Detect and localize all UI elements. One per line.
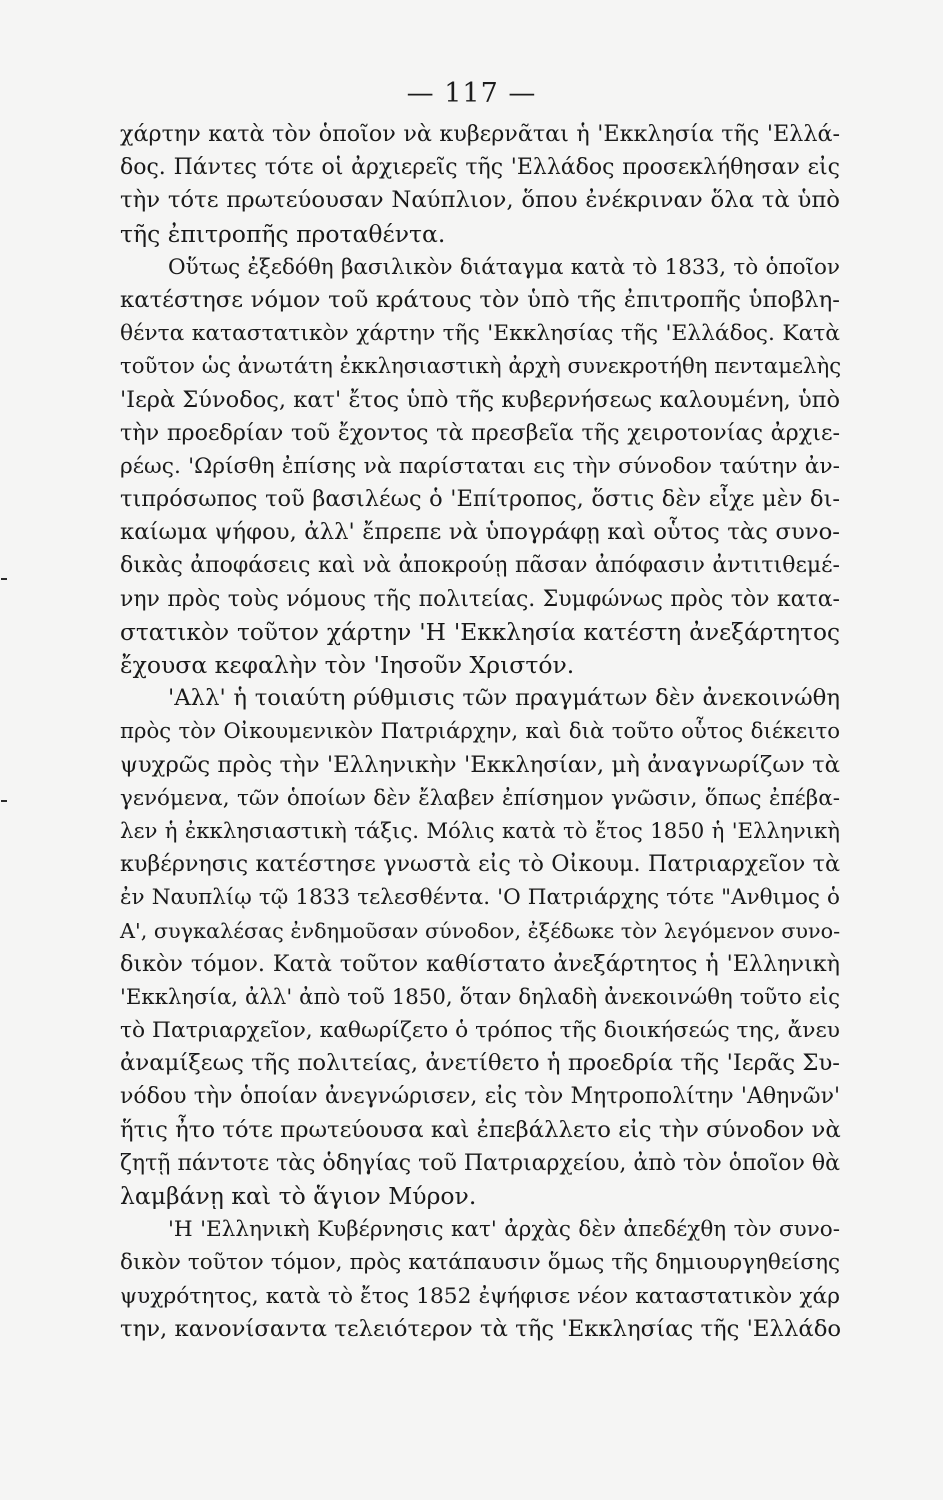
text-line: 'Εκκλησία, ἀλλ' ἀπὸ τοῦ 1850, ὅταν δηλαδὴ ἀνεκοινώθη τοῦτο εἰς — [120, 984, 840, 1010]
text-line: χάρτην κατὰ τὸν ὁποῖον νὰ κυβερνᾶται ἡ 'Εκκλησία τῆς 'Ελλά- — [120, 121, 840, 147]
text-line: ψυχρῶς πρὸς τὴν 'Ελληνικὴν 'Εκκλησίαν, μὴ ἀναγνωρίζων τὰ — [120, 751, 840, 778]
text-line: Οὕτως ἐξεδόθη βασιλικὸν διάταγμα κατὰ τὸ 1833, τὸ ὁποῖον — [168, 254, 840, 280]
margin-mark — [1, 800, 7, 802]
text-line: λεν ἡ ἐκκλησιαστικὴ τάξις. Μόλις κατὰ τὸ ἔτος 1850 ἡ 'Ελληνικὴ — [120, 818, 840, 844]
text-line: νόδου τὴν ὁποίαν ἀνεγνώρισεν, εἰς τὸν Μητροπολίτην 'Αθηνῶν' — [120, 1084, 840, 1110]
text-line: δος. Πάντες τότε οἱ ἀρχιερεῖς τῆς 'Ελλάδος προσεκλήθησαν εἰς — [120, 155, 840, 181]
text-line: καίωμα ψήφου, ἀλλ' ἔπρεπε νὰ ὑπογράφῃ καὶ οὗτος τὰς συνο- — [120, 519, 840, 546]
text-line: κατέστησε νόμον τοῦ κράτους τὸν ὑπὸ τῆς ἐπιτροπῆς ὑποβλη- — [120, 286, 840, 313]
text-line: ζητῇ πάντοτε τὰς ὁδηγίας τοῦ Πατριαρχείου, ἀπὸ τὸν ὁποῖον θὰ — [120, 1150, 841, 1176]
body-text — [120, 118, 840, 1346]
text-line: θέντα καταστατικὸν χάρτην τῆς 'Εκκλησίας τῆς 'Ελλάδος. Κατὰ — [120, 321, 840, 347]
text-line: ἔχουσα κεφαλὴν τὸν 'Ιησοῦν Χριστόν. — [120, 651, 575, 679]
text-line: τοῦτον ὡς ἀνωτάτη ἐκκλησιαστικὴ ἀρχὴ συνεκροτήθη πενταμελὴς — [120, 354, 842, 380]
text-line: δικὸν τοῦτον τόμον, πρὸς κατάπαυσιν ὅμως τῆς δημιουργηθείσης — [120, 1250, 840, 1276]
text-line: 'Αλλ' ἡ τοιαύτη ρύθμισις τῶν πραγμάτων δὲν ἀνεκοινώθη — [168, 685, 840, 712]
text-line: στατικὸν τοῦτον χάρτην 'Η 'Εκκλησία κατέστη ἀνεξάρτητος — [120, 618, 840, 646]
page-number: — 117 — — [406, 78, 537, 109]
text-line: ψυχρότητος, κατὰ τὸ ἔτος 1852 ἐψήφισε νέον καταστατικὸν χάρ — [120, 1283, 840, 1309]
text-line: τῆς ἐπιτροπῆς προταθέντα. — [120, 219, 446, 248]
text-line: την, κανονίσαντα τελειότερον τὰ τῆς 'Εκκλησίας τῆς 'Ελλάδο — [120, 1315, 842, 1342]
text-line: νην πρὸς τοὺς νόμους τῆς πολιτείας. Συμφώνως πρὸς τὸν κατα- — [120, 586, 840, 612]
text-line: τὴν τότε πρωτεύουσαν Ναύπλιον, ὅπου ἐνέκριναν ὅλα τὰ ὑπὸ — [120, 187, 840, 214]
text-line: πρὸς τὸν Οἰκουμενικὸν Πατριάρχην, καὶ διὰ τοῦτο οὗτος διέκειτο — [120, 719, 840, 745]
text-line: ἐν Ναυπλίῳ τῷ 1833 τελεσθέντα. 'Ο Πατριάρχης τότε "Ανθιμος ὁ — [120, 885, 840, 911]
text-line: τὸ Πατριαρχεῖον, καθωρίζετο ὁ τρόπος τῆς διοικήσεώς της, ἄνευ — [120, 1018, 841, 1044]
text-line: 'Η 'Ελληνικὴ Κυβέρνησις κατ' ἀρχὰς δὲν ἀπεδέχθη τὸν συνο- — [168, 1217, 840, 1243]
text-line: γενόμενα, τῶν ὁποίων δὲν ἔλαβεν ἐπίσημον γνῶσιν, ὅπως ἐπέβα- — [120, 785, 840, 811]
text-line: Α', συγκαλέσας ἐνδημοῦσαν σύνοδον, ἐξέδωκε τὸν λεγόμενον συνο- — [120, 918, 841, 943]
text-line: ἀναμίξεως τῆς πολιτείας, ἀνετίθετο ἡ προεδρία τῆς 'Ιερᾶς Συ- — [120, 1050, 840, 1077]
text-line: ἥτις ἦτο τότε πρωτεύουσα καὶ ἐπεβάλλετο εἰς τὴν σύνοδον νὰ — [120, 1116, 841, 1143]
text-line: τιπρόσωπος τοῦ βασιλέως ὁ 'Επίτροπος, ὅστις δὲν εἶχε μὲν δι- — [120, 486, 840, 513]
text-line: ρέως. 'Ωρίσθη ἐπίσης νὰ παρίσταται εις τὴν σύνοδον ταύτην ἀν- — [120, 453, 840, 479]
text-line: λαμβάνῃ καὶ τὸ ἅγιον Μύρον. — [120, 1182, 477, 1210]
text-line: 'Ιερὰ Σύνοδος, κατ' ἔτος ὑπὸ τῆς κυβερνήσεως καλουμένη, ὑπὸ — [120, 386, 840, 413]
text-line: τὴν προεδρίαν τοῦ ἔχοντος τὰ πρεσβεῖα τῆς χειροτονίας ἀρχιε- — [120, 419, 840, 446]
text-line: δικὸν τόμον. Κατὰ τοῦτον καθίστατο ἀνεξάρτητος ἡ 'Ελληνικὴ — [120, 950, 840, 977]
text-line: δικὰς ἀποφάσεις καὶ νὰ ἀποκρούῃ πᾶσαν ἀπόφασιν ἀντιτιθεμέ- — [120, 553, 840, 579]
margin-mark — [1, 578, 7, 580]
text-line: κυβέρνησις κατέστησε γνωστὰ εἰς τὸ Οἰκουμ. Πατριαρχεῖον τὰ — [120, 851, 840, 878]
